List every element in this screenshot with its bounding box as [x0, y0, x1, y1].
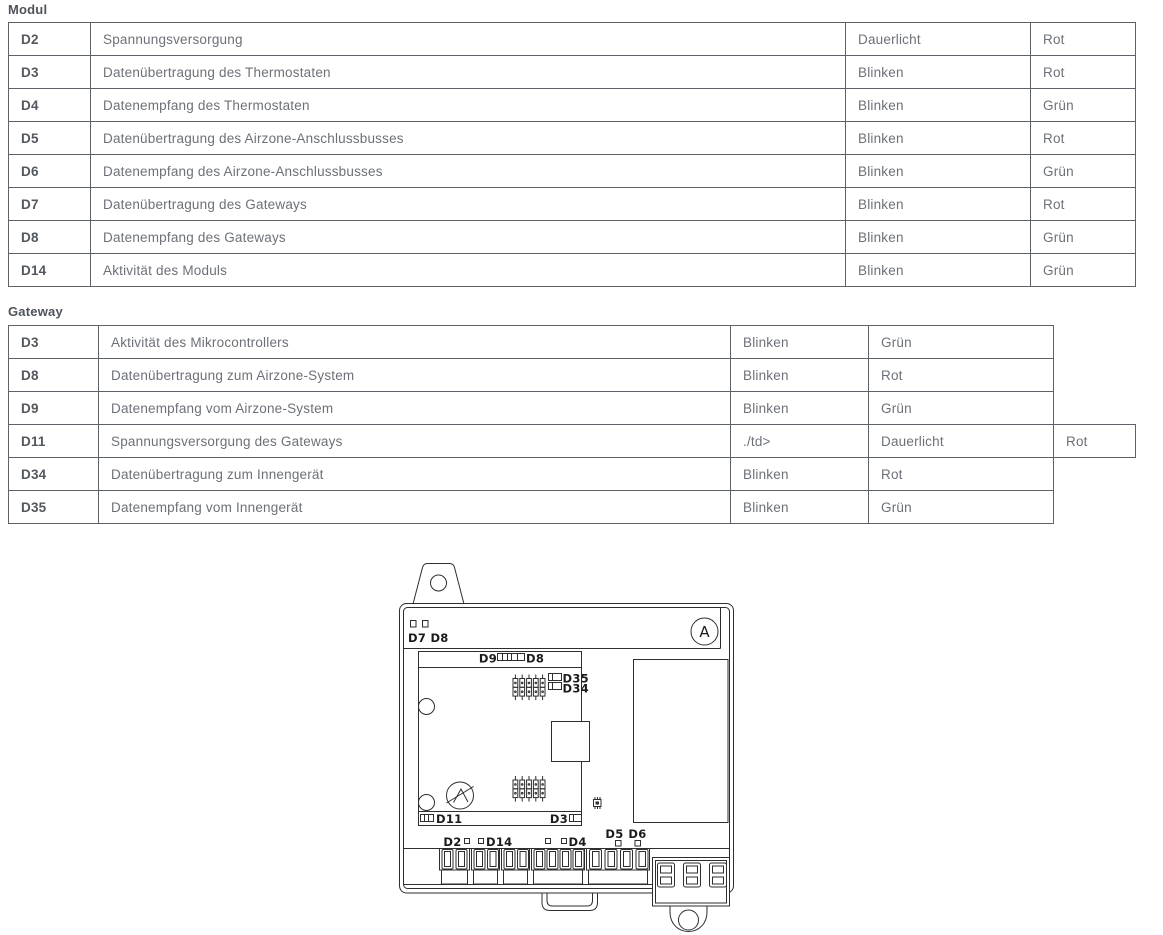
led-desc-cell: Datenübertragung zum Innengerät — [98, 457, 731, 491]
led-mode-cell: Dauerlicht — [845, 22, 1031, 56]
led-mode-cell: Blinken — [845, 55, 1031, 89]
table-row — [8, 88, 1136, 122]
led-color-cell: Grün — [1030, 253, 1136, 287]
table-row-malformed — [8, 424, 1136, 458]
led-color-cell: Rot — [868, 358, 1054, 392]
led-desc-cell: Datenempfang vom Airzone-System — [98, 391, 731, 425]
mounting-ear-bottom — [670, 904, 707, 932]
led-mode-cell: Dauerlicht — [868, 424, 1054, 458]
led-id-cell: D2 — [8, 22, 91, 56]
led-mode-cell: Blinken — [730, 457, 869, 491]
led-color-cell: Grün — [1030, 154, 1136, 188]
diagram-label-d14: D14 — [486, 835, 513, 849]
led-id-cell: D7 — [8, 187, 91, 221]
led-id-cell: D11 — [8, 424, 99, 458]
led-color-cell: Rot — [1030, 121, 1136, 155]
modul-table-title: Modul — [8, 2, 48, 17]
led-color-cell: Rot — [1030, 22, 1136, 56]
table-row — [8, 187, 1136, 221]
led-color-cell: Grün — [868, 325, 1054, 359]
table-row — [8, 154, 1136, 188]
led-color-cell: Rot — [1030, 187, 1136, 221]
led-id-cell: D8 — [8, 220, 91, 254]
led-mode-cell: Blinken — [845, 88, 1031, 122]
led-color-cell: Grün — [1030, 220, 1136, 254]
led-color-cell: Grün — [1030, 88, 1136, 122]
led-desc-cell: Aktivität des Mikrocontrollers — [98, 325, 731, 359]
led-mode-cell: Blinken — [845, 220, 1031, 254]
diagram-label-d7-d8: D7 D8 — [408, 631, 449, 645]
diagram-label-d8: D8 — [526, 651, 545, 666]
diagram-label-d9: D9 — [478, 651, 497, 666]
gateway-table-title: Gateway — [8, 304, 63, 319]
gateway-led-table — [8, 325, 1136, 524]
mounting-ear-top — [413, 564, 464, 605]
led-color-cell: Rot — [1053, 424, 1136, 458]
led-desc-cell: Spannungsversorgung — [90, 22, 846, 56]
table-row — [8, 22, 1136, 56]
diagram-label-d35: D35 — [562, 671, 589, 686]
table-row — [8, 220, 1136, 254]
led-mode-cell: Blinken — [730, 391, 869, 425]
diagram-label-d2: D2 — [443, 835, 462, 849]
led-id-cell: D14 — [8, 253, 91, 287]
led-mode-cell: Blinken — [845, 187, 1031, 221]
led-color-cell: Rot — [1030, 55, 1136, 89]
pin-header-top — [513, 675, 545, 701]
led-desc-cell: Datenübertragung des Gateways — [90, 187, 846, 221]
table-row — [8, 253, 1136, 287]
led-desc-cell: Datenempfang vom Innengerät — [98, 490, 731, 524]
pcb-board — [419, 652, 590, 827]
led-mode-cell: Blinken — [730, 358, 869, 392]
led-artifact-cell: ./td> — [730, 424, 869, 458]
led-id-cell: D9 — [8, 391, 99, 425]
relay-component — [552, 722, 590, 762]
diagram-label-d11: D11 — [436, 812, 463, 826]
led-id-cell: D3 — [8, 55, 91, 89]
diagram-label-d6: D6 — [628, 827, 647, 841]
device-diagram — [398, 556, 743, 935]
diagram-label-d3: D3 — [549, 812, 568, 826]
led-mode-cell: Blinken — [730, 490, 869, 524]
led-id-cell: D3 — [8, 325, 99, 359]
led-id-cell: D4 — [8, 88, 91, 122]
diagram-label-d5: D5 — [605, 827, 624, 841]
pin-header-bottom — [513, 776, 545, 802]
table-row — [8, 325, 1136, 359]
led-desc-cell: Datenübertragung zum Airzone-System — [98, 358, 731, 392]
table-row — [8, 457, 1136, 491]
led-desc-cell: Spannungsversorgung des Gateways — [98, 424, 731, 458]
led-desc-cell: Datenübertragung des Thermostaten — [90, 55, 846, 89]
din-rail-clip — [542, 893, 598, 911]
diagram-label-d4: D4 — [568, 835, 587, 849]
table-row — [8, 55, 1136, 89]
led-desc-cell: Datenempfang des Gateways — [90, 220, 846, 254]
led-color-cell: Grün — [868, 391, 1054, 425]
led-id-cell: D6 — [8, 154, 91, 188]
led-id-cell: D34 — [8, 457, 99, 491]
diagram-label-d34: D34 — [562, 681, 589, 696]
led-color-cell: Grün — [868, 490, 1054, 524]
led-desc-cell: Datenempfang des Airzone-Anschlussbusses — [90, 154, 846, 188]
led-mode-cell: Blinken — [845, 253, 1031, 287]
led-mode-cell: Blinken — [845, 154, 1031, 188]
modul-led-table — [8, 22, 1136, 287]
table-row — [8, 391, 1136, 425]
led-mode-cell: Blinken — [730, 325, 869, 359]
table-row — [8, 121, 1136, 155]
led-id-cell: D5 — [8, 121, 91, 155]
table-row — [8, 358, 1136, 392]
led-color-cell: Rot — [868, 457, 1054, 491]
led-id-cell: D35 — [8, 490, 99, 524]
led-desc-cell: Datenübertragung des Airzone-Anschlussbusses — [90, 121, 846, 155]
logo-letter: A — [699, 623, 710, 641]
led-id-cell: D8 — [8, 358, 99, 392]
led-mode-cell: Blinken — [845, 121, 1031, 155]
power-connector — [653, 858, 730, 907]
led-desc-cell: Datenempfang des Thermostaten — [90, 88, 846, 122]
led-desc-cell: Aktivität des Moduls — [90, 253, 846, 287]
table-row — [8, 490, 1136, 524]
